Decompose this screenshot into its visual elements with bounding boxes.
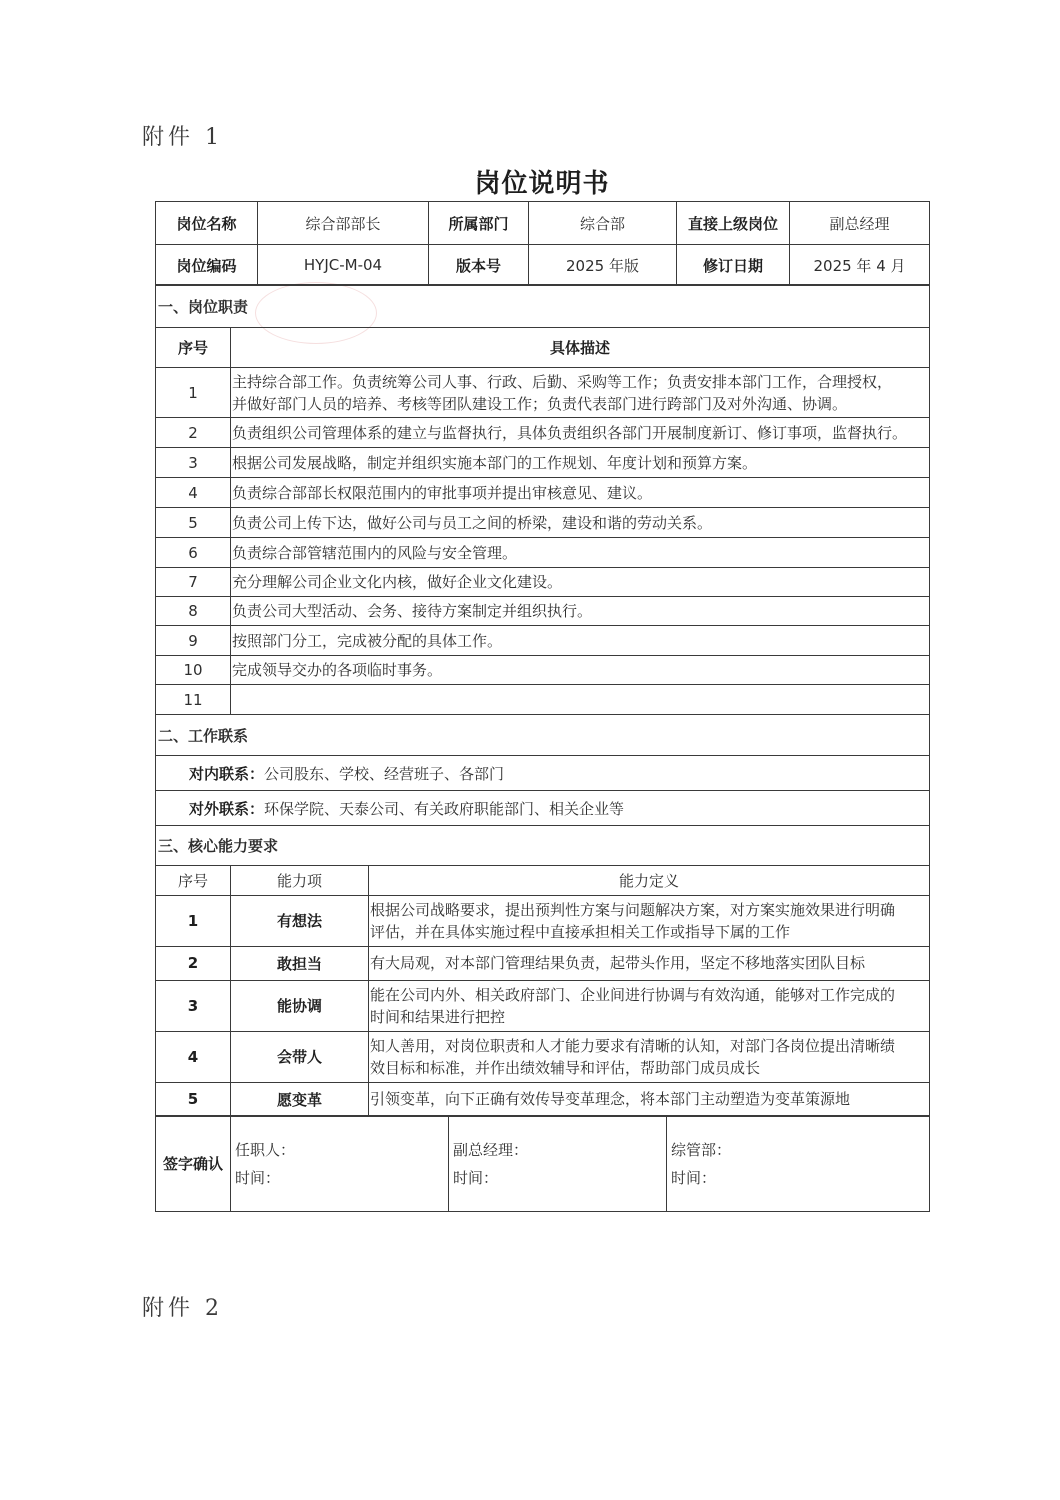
table-row bbox=[156, 478, 930, 508]
internal-relations bbox=[156, 756, 930, 791]
row-no: 1 bbox=[156, 895, 231, 946]
label-version: 版本号 bbox=[429, 245, 529, 286]
table-row bbox=[156, 895, 930, 946]
competencies-table bbox=[155, 865, 930, 1117]
row-desc-line: 并做好部门人员的培养、考核等团队建设工作；负责代表部门进行跨部门及对外沟通、协调。 bbox=[232, 394, 848, 413]
row-desc: 负责综合部部长权限范围内的审批事项并提出审核意见、建议。 bbox=[231, 478, 930, 508]
row-desc: 按照部门分工，完成被分配的具体工作。 bbox=[231, 626, 930, 656]
row-no: 7 bbox=[156, 568, 231, 597]
row-no: 4 bbox=[156, 478, 231, 508]
label-department: 所属部门 bbox=[429, 202, 529, 245]
section-title-competencies: 三、核心能力要求 bbox=[156, 826, 930, 866]
internal-relations-label: 对内联系： bbox=[189, 764, 265, 783]
row-def-line: 效目标和标准，并作出绩效辅导和评估，帮助部门成员成长 bbox=[370, 1058, 761, 1077]
row-def bbox=[369, 1031, 930, 1082]
signature-table bbox=[155, 1115, 930, 1212]
label-position-code: 岗位编码 bbox=[156, 245, 258, 286]
signature-time: 时间： bbox=[235, 1168, 281, 1187]
row-item: 敢担当 bbox=[231, 946, 369, 980]
col-header-no: 序号 bbox=[156, 328, 231, 368]
table-row bbox=[156, 685, 930, 715]
duties-table bbox=[155, 284, 930, 866]
table-row bbox=[156, 1082, 930, 1116]
row-def: 引领变革，向下正确有效传导变革理念，将本部门主动塑造为变革策源地 bbox=[369, 1082, 930, 1116]
row-no: 9 bbox=[156, 626, 231, 656]
attachment-label-1: 附件 1 bbox=[142, 125, 223, 150]
signature-role: 综管部： bbox=[671, 1140, 732, 1159]
row-def: 有大局观，对本部门管理结果负责，起带头作用，坚定不移地落实团队目标 bbox=[369, 946, 930, 980]
label-supervisor: 直接上级岗位 bbox=[677, 202, 790, 245]
row-desc-line: 主持综合部工作。负责统筹公司人事、行政、后勤、采购等工作；负责安排本部门工作，合理授权， bbox=[232, 372, 893, 391]
row-item: 能协调 bbox=[231, 980, 369, 1031]
job-description-form bbox=[155, 201, 929, 1212]
table-row bbox=[156, 508, 930, 538]
value-revision-date: 2025 年 4 月 bbox=[790, 245, 930, 286]
row-desc: 负责组织公司管理体系的建立与监督执行，具体负责组织各部门开展制度新订、修订事项，监督执行。 bbox=[231, 418, 930, 448]
signature-incumbent[interactable] bbox=[231, 1116, 449, 1212]
row-desc: 负责公司上传下达，做好公司与员工之间的桥梁，建设和谐的劳动关系。 bbox=[231, 508, 930, 538]
table-row bbox=[156, 1031, 930, 1082]
row-desc: 根据公司发展战略，制定并组织实施本部门的工作规划、年度计划和预算方案。 bbox=[231, 448, 930, 478]
signature-role: 副总经理： bbox=[453, 1140, 529, 1159]
row-desc: 负责综合部管辖范围内的风险与安全管理。 bbox=[231, 538, 930, 568]
col-header-def: 能力定义 bbox=[369, 865, 930, 895]
label-position-name: 岗位名称 bbox=[156, 202, 258, 245]
row-desc bbox=[231, 368, 930, 418]
row-desc: 负责公司大型活动、会务、接待方案制定并组织执行。 bbox=[231, 597, 930, 626]
row-def-line: 根据公司战略要求，提出预判性方案与问题解决方案，对方案实施效果进行明确 bbox=[370, 900, 896, 919]
row-no: 3 bbox=[156, 980, 231, 1031]
table-row bbox=[156, 418, 930, 448]
row-desc: 充分理解公司企业文化内核，做好企业文化建设。 bbox=[231, 568, 930, 597]
section-title-relations: 二、工作联系 bbox=[156, 715, 930, 756]
attachment-label-2: 附件 2 bbox=[142, 1296, 223, 1321]
value-position-name: 综合部部长 bbox=[258, 202, 429, 245]
table-row bbox=[156, 946, 930, 980]
table-row bbox=[156, 626, 930, 656]
row-no: 6 bbox=[156, 538, 231, 568]
row-no: 5 bbox=[156, 1082, 231, 1116]
row-def-line: 评估，并在具体实施过程中直接承担相关工作或指导下属的工作 bbox=[370, 922, 791, 941]
row-no: 4 bbox=[156, 1031, 231, 1082]
row-def-line: 时间和结果进行把控 bbox=[370, 1007, 506, 1026]
row-desc bbox=[231, 685, 930, 715]
value-department: 综合部 bbox=[529, 202, 677, 245]
row-def-line: 能在公司内外、相关政府部门、企业间进行协调与有效沟通，能够对工作完成的 bbox=[370, 985, 896, 1004]
row-no: 2 bbox=[156, 946, 231, 980]
value-supervisor: 副总经理 bbox=[790, 202, 930, 245]
row-no: 11 bbox=[156, 685, 231, 715]
col-header-desc: 具体描述 bbox=[231, 328, 930, 368]
table-row bbox=[156, 368, 930, 418]
external-relations-value: 环保学院、天泰公司、有关政府职能部门、相关企业等 bbox=[264, 799, 625, 818]
signature-time: 时间： bbox=[453, 1168, 499, 1187]
signature-time: 时间： bbox=[671, 1168, 717, 1187]
col-header-no: 序号 bbox=[156, 865, 231, 895]
header-table bbox=[155, 201, 930, 286]
row-desc: 完成领导交办的各项临时事务。 bbox=[231, 656, 930, 685]
value-version: 2025 年版 bbox=[529, 245, 677, 286]
row-item: 愿变革 bbox=[231, 1082, 369, 1116]
row-no: 10 bbox=[156, 656, 231, 685]
signature-label: 签字确认 bbox=[156, 1116, 231, 1212]
row-no: 5 bbox=[156, 508, 231, 538]
table-row bbox=[156, 568, 930, 597]
external-relations-label: 对外联系： bbox=[189, 799, 265, 818]
table-row bbox=[156, 656, 930, 685]
row-no: 2 bbox=[156, 418, 231, 448]
table-row bbox=[156, 597, 930, 626]
label-revision-date: 修订日期 bbox=[677, 245, 790, 286]
external-relations bbox=[156, 791, 930, 826]
signature-admin-dept[interactable] bbox=[667, 1116, 930, 1212]
table-row bbox=[156, 448, 930, 478]
signature-role: 任职人： bbox=[235, 1140, 296, 1159]
row-no: 1 bbox=[156, 368, 231, 418]
row-def bbox=[369, 980, 930, 1031]
row-def-line: 知人善用，对岗位职责和人才能力要求有清晰的认知，对部门各岗位提出清晰绩 bbox=[370, 1036, 896, 1055]
row-item: 会带人 bbox=[231, 1031, 369, 1082]
row-def bbox=[369, 895, 930, 946]
internal-relations-value: 公司股东、学校、经营班子、各部门 bbox=[264, 764, 505, 783]
row-no: 8 bbox=[156, 597, 231, 626]
row-no: 3 bbox=[156, 448, 231, 478]
table-row bbox=[156, 538, 930, 568]
page-title: 岗位说明书 bbox=[474, 169, 610, 199]
value-position-code: HYJC-M-04 bbox=[258, 245, 429, 286]
table-row bbox=[156, 980, 930, 1031]
section-title-duties: 一、岗位职责 bbox=[156, 285, 930, 328]
col-header-item: 能力项 bbox=[231, 865, 369, 895]
signature-deputy-gm[interactable] bbox=[449, 1116, 667, 1212]
row-item: 有想法 bbox=[231, 895, 369, 946]
